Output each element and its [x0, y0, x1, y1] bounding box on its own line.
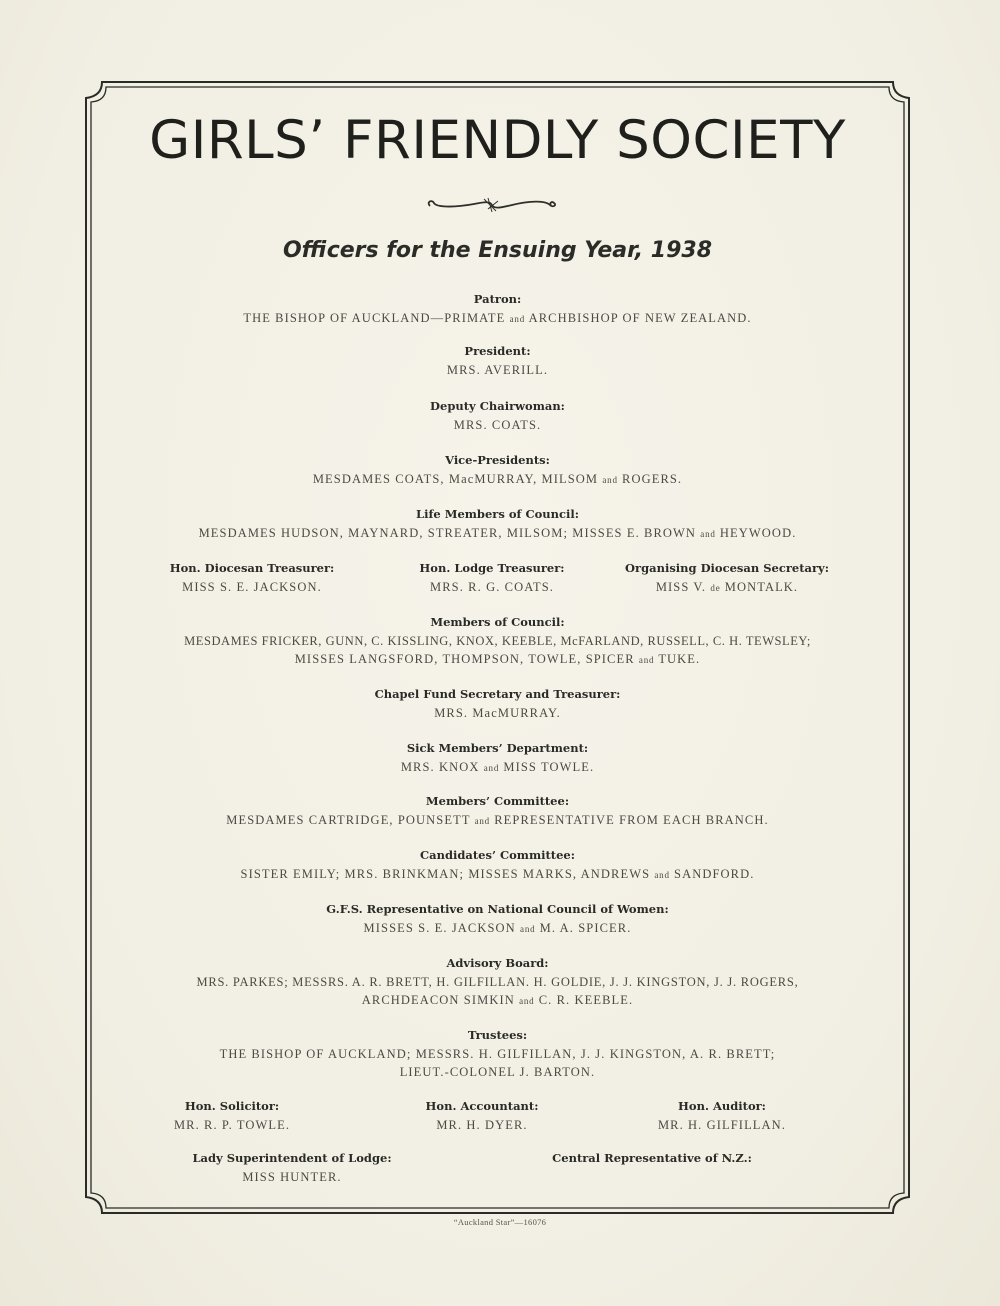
lady-superintendent-value: MISS HUNTER. — [242, 1170, 342, 1184]
section-sick-members — [92, 739, 903, 777]
hon-lodge-treasurer-value: MRS. R. G. COATS. — [430, 580, 554, 594]
trustees-line-2: LIEUT.-COLONEL J. BARTON. — [399, 1065, 596, 1079]
section-members-of-council — [92, 613, 903, 669]
chapel-fund-value: MRS. MacMURRAY. — [434, 706, 561, 720]
hon-lodge-treasurer-label: Hon. Lodge Treasurer: — [419, 561, 565, 575]
sick-members-value: MRS. KNOX and MISS TOWLE. — [400, 760, 595, 774]
section-candidates-committee — [92, 846, 903, 884]
chapel-fund-label: Chapel Fund Secretary and Treasurer: — [374, 687, 621, 701]
advisory-board-line-1: MRS. PARKES; MESSRS. A. R. BRETT, H. GILFILLAN. H. GOLDIE, J. J. KINGSTON, J. J. ROGERS, — [196, 975, 799, 989]
trustees-line-1: THE BISHOP OF AUCKLAND; MESSRS. H. GILFILLAN, J. J. KINGSTON, A. R. BRETT; — [219, 1047, 776, 1061]
president-value: MRS. AVERILL. — [446, 363, 549, 377]
life-members-value: MESDAMES HUDSON, MAYNARD, STREATER, MILSOM; MISSES E. BROWN and HEYWOOD. — [198, 526, 797, 540]
page-subtitle: Officers for the Ensuing Year, 1938 — [282, 238, 713, 263]
ncw-representative-value: MISSES S. E. JACKSON and M. A. SPICER. — [363, 921, 632, 935]
hon-accountant-label: Hon. Accountant: — [425, 1099, 539, 1113]
section-president — [92, 342, 903, 379]
section-deputy-chairwoman — [92, 397, 903, 434]
advisory-board-label: Advisory Board: — [446, 956, 549, 970]
section-hon-diocesan-treasurer — [122, 559, 382, 596]
members-committee-label: Members’ Committee: — [425, 794, 570, 808]
section-hon-accountant — [382, 1097, 582, 1134]
hon-diocesan-treasurer-label: Hon. Diocesan Treasurer: — [169, 561, 335, 575]
hon-diocesan-treasurer-value: MISS S. E. JACKSON. — [182, 580, 322, 594]
organising-diocesan-secretary-label: Organising Diocesan Secretary: — [625, 561, 829, 575]
vice-presidents-label: Vice-Presidents: — [445, 453, 550, 467]
section-hon-auditor — [612, 1097, 832, 1134]
document-content — [92, 88, 903, 1208]
section-members-committee — [92, 792, 903, 830]
hon-auditor-value: MR. H. GILFILLAN. — [657, 1118, 787, 1132]
section-trustees — [92, 1026, 903, 1081]
section-chapel-fund — [92, 685, 903, 722]
section-vice-presidents — [92, 451, 903, 489]
trustees-label: Trustees: — [467, 1028, 528, 1042]
patron-value: THE BISHOP OF AUCKLAND—PRIMATE and ARCHBISHOP OF NEW ZEALAND. — [243, 311, 752, 325]
printer-imprint: “Auckland Star”—16076 — [453, 1217, 547, 1227]
section-ncw-representative — [92, 900, 903, 938]
deputy-chairwoman-value: MRS. COATS. — [453, 418, 542, 432]
section-lady-superintendent — [162, 1149, 422, 1186]
lady-superintendent-label: Lady Superintendent of Lodge: — [192, 1151, 392, 1165]
flourish-ornament-icon — [422, 193, 562, 217]
section-hon-lodge-treasurer — [362, 559, 622, 596]
members-of-council-line-1: MESDAMES FRICKER, GUNN, C. KISSLING, KNOX, KEEBLE, McFARLAND, RUSSELL, C. H. TEWSLEY; — [184, 634, 811, 648]
life-members-label: Life Members of Council: — [416, 507, 579, 521]
members-of-council-line-2: MISSES LANGSFORD, THOMPSON, TOWLE, SPICER and TUKE. — [294, 652, 701, 666]
members-of-council-label: Members of Council: — [430, 615, 565, 629]
page-title: GIRLS’ FRIENDLY SOCIETY — [149, 110, 846, 171]
members-committee-value: MESDAMES CARTRIDGE, POUNSETT and REPRESENTATIVE FROM EACH BRANCH. — [226, 813, 769, 827]
section-central-representative — [522, 1149, 782, 1168]
organising-diocesan-secretary-value: MISS V. de MONTALK. — [655, 580, 799, 594]
hon-accountant-value: MR. H. DYER. — [436, 1118, 528, 1132]
hon-solicitor-value: MR. R. P. TOWLE. — [173, 1118, 291, 1132]
hon-auditor-label: Hon. Auditor: — [678, 1099, 766, 1113]
candidates-committee-value: SISTER EMILY; MRS. BRINKMAN; MISSES MARKS, ANDREWS and SANDFORD. — [240, 867, 755, 881]
candidates-committee-label: Candidates’ Committee: — [419, 848, 575, 862]
central-representative-label: Central Representative of N.Z.: — [552, 1151, 752, 1165]
vice-presidents-value: MESDAMES COATS, MacMURRAY, MILSOM and ROGERS. — [312, 472, 683, 486]
deputy-chairwoman-label: Deputy Chairwoman: — [430, 399, 565, 413]
sick-members-label: Sick Members’ Department: — [406, 741, 589, 755]
section-life-members — [92, 505, 903, 543]
section-advisory-board — [92, 954, 903, 1010]
section-organising-diocesan-secretary — [597, 559, 857, 597]
ncw-representative-label: G.F.S. Representative on National Council of Women: — [326, 902, 669, 916]
president-label: President: — [464, 344, 531, 358]
advisory-board-line-2: ARCHDEACON SIMKIN and C. R. KEEBLE. — [361, 993, 634, 1007]
section-hon-solicitor — [132, 1097, 332, 1134]
section-patron — [92, 290, 903, 328]
patron-label: Patron: — [473, 292, 522, 306]
hon-solicitor-label: Hon. Solicitor: — [184, 1099, 280, 1113]
